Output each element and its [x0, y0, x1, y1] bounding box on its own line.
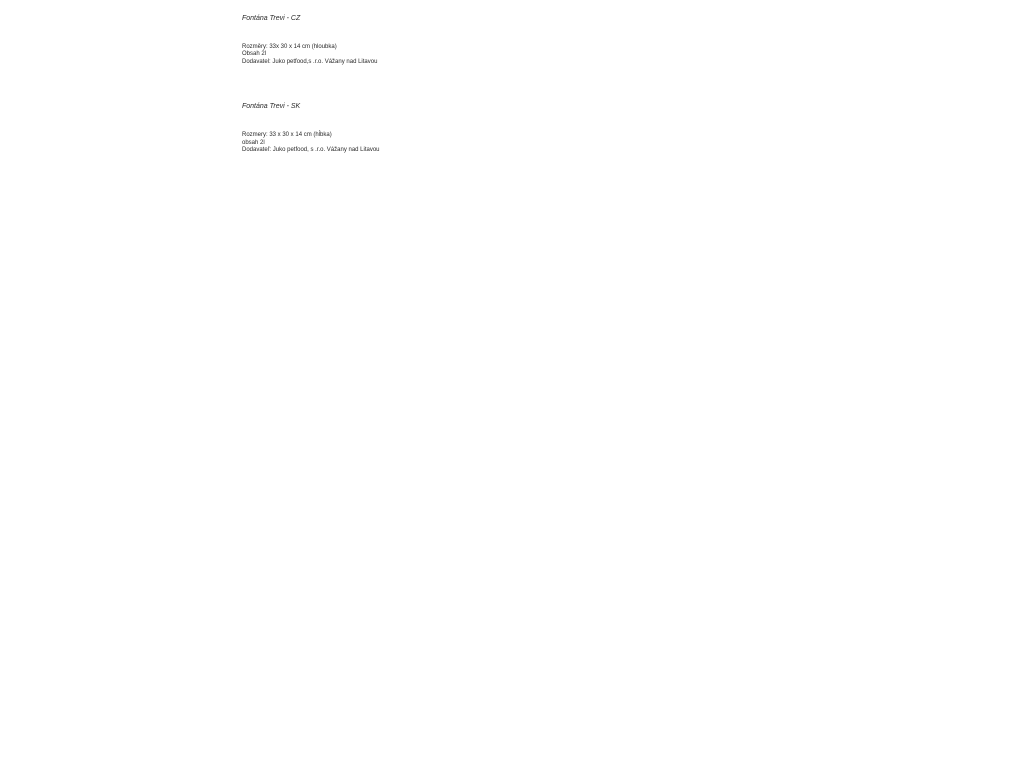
cz-section-title: Fontána Trevi - CZ	[242, 15, 301, 22]
cz-spec-supplier: Dodavatel: Juko petfood,s .r.o. Vážany nad Litavou	[242, 58, 378, 65]
cz-spec-dimensions: Rozměry: 33x 30 x 14 cm (hloubka)	[242, 44, 337, 50]
sk-spec-capacity: obsah 2l	[242, 139, 265, 146]
document	[242, 14, 782, 166]
sk-section-title: Fontána Trevi - SK	[242, 103, 301, 111]
cz-spec-capacity: Obsah 2l	[242, 51, 267, 58]
sk-spec-supplier: Dodavateľ: Juko petfood, s .r.o. Vážany nad Litavou	[242, 147, 380, 154]
sk-spec-dimensions: Rozmery: 33 x 30 x 14 cm (hĺbka)	[242, 132, 332, 139]
